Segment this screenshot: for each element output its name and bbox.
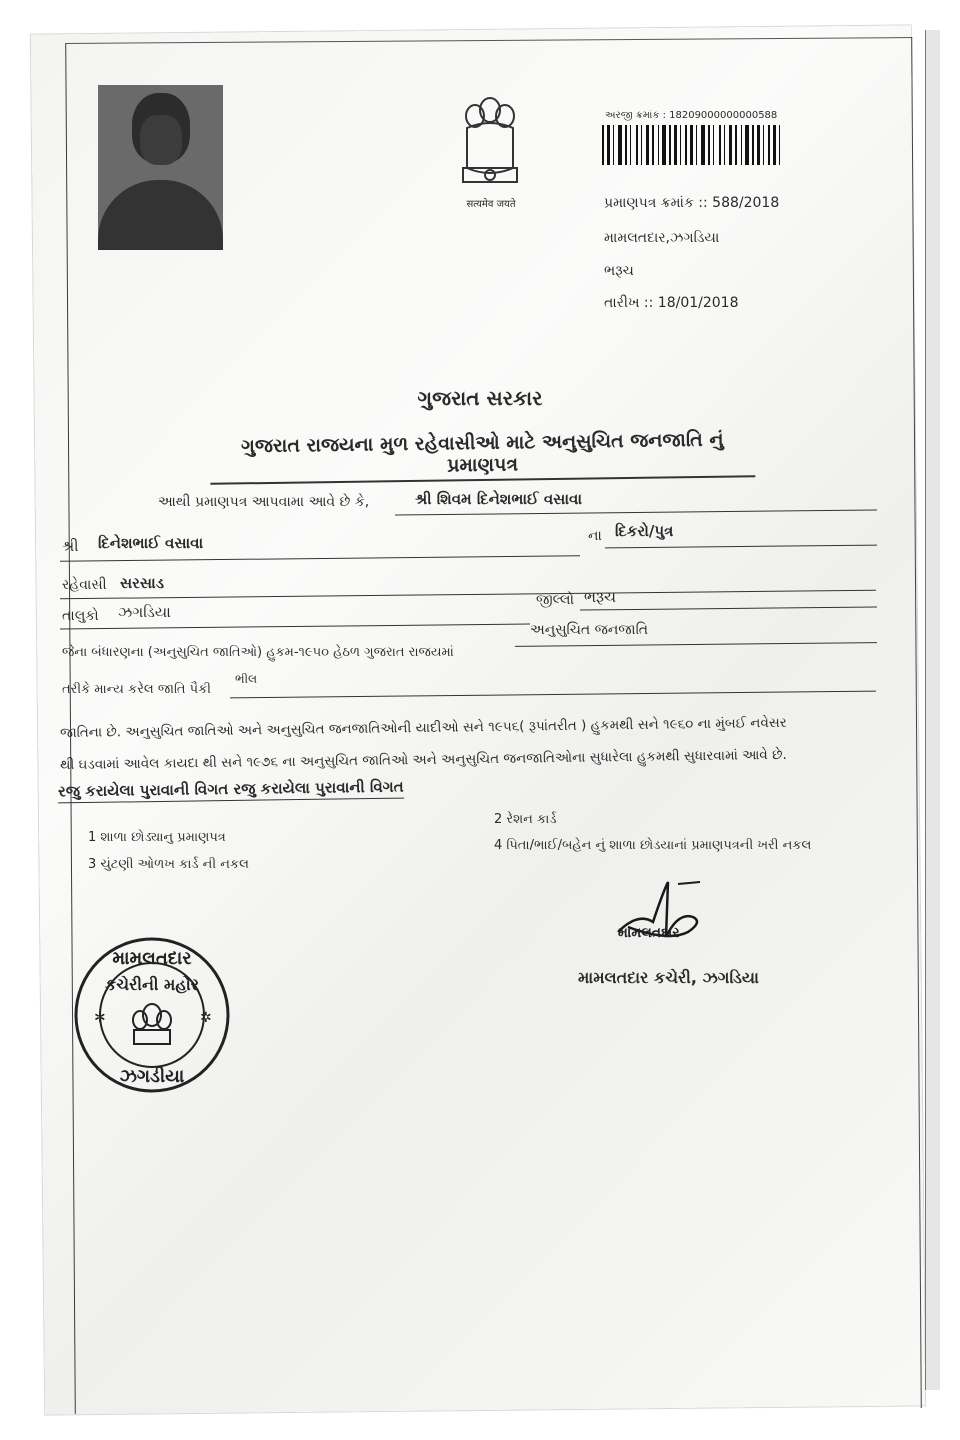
evidence-item-3: 3 ચુંટણી ઓળખ કાર્ડ ની નકલ <box>88 857 249 872</box>
issuer-district: ભરૂચ <box>604 263 634 279</box>
barcode-bar <box>713 125 714 165</box>
seal-top-text: મામલતદાર <box>112 948 192 969</box>
barcode-bar <box>602 125 604 165</box>
barcode-bar <box>607 125 610 165</box>
caste-value: ભીલ <box>235 672 258 686</box>
paper-edge <box>925 30 940 1390</box>
barcode-bar <box>729 125 732 165</box>
barcode-bar <box>625 125 627 165</box>
barcode-bar <box>752 125 754 165</box>
barcode-bar <box>741 125 742 165</box>
barcode-bar <box>613 125 614 165</box>
certificate-title: ગુજરાત રાજયના મુળ રહેવાસીઓ માટે અનુસુચિત જનજાતિ નું પ્રમાણપત્ર <box>210 428 756 485</box>
taluka-value: ઝગડિયા <box>118 603 171 621</box>
barcode-bar <box>646 125 649 165</box>
barcode-bar <box>636 125 638 165</box>
photo-body <box>98 180 223 250</box>
barcode-bar <box>745 125 749 165</box>
district-label: જીલ્લો <box>536 592 574 608</box>
evidence-item-1: 1 શાળા છોડ્યાનુ પ્રમાણપત્ર <box>88 830 226 845</box>
barcode-bar <box>724 125 725 165</box>
intro-label: આથી પ્રમાણપત્ર આપવામા આવે છે કે, <box>158 494 370 510</box>
order-value: અનુસુચિત જનજાતિ <box>530 622 649 638</box>
certificate-number: પ્રમાણપત્ર ક્રમાંક :: 588/2018 <box>604 195 780 211</box>
evidence-heading: રજુ કરાયેલા પુરાવાની વિગત રજુ કરાયેલા પુરાવાની વિગત <box>58 778 404 804</box>
barcode-bar <box>735 125 737 165</box>
barcode-bar <box>674 125 677 165</box>
barcode-bar <box>641 125 642 165</box>
barcode-bar <box>779 125 780 165</box>
government-title: ગુજરાત સરકાર <box>417 386 543 410</box>
barcode-bar <box>690 125 693 165</box>
barcode-icon <box>602 125 782 165</box>
barcode-bar <box>768 125 770 165</box>
national-emblem-icon <box>455 88 525 208</box>
barcode-bar <box>680 125 681 165</box>
seal-middle-text: કચેરીની મહોર <box>105 975 199 994</box>
evidence-item-2: 2 રેશન કાર્ડ <box>494 812 557 827</box>
issuer-office: મામલતદાર,ઝગડિયા <box>604 230 720 246</box>
barcode-bar <box>719 125 721 165</box>
emblem-motto: सत्यमेव जयते <box>466 199 516 210</box>
application-number: અરજી ક્રમાંક : 18209000000000588 <box>605 110 778 121</box>
evidence-item-4: 4 પિતા/ભાઈ/બહેન નું શાળા છોડયાનાં પ્રમાણપત્રની ખરી નકલ <box>494 838 812 853</box>
office-seal-stamp-icon <box>72 930 232 1100</box>
barcode-bar <box>763 125 764 165</box>
district-value: ભરૂચ <box>584 588 616 606</box>
father-name: દિનેશભાઈ વસાવા <box>98 534 204 552</box>
caste-label: તરીકે માન્ય કરેલ જાતિ પૈકી <box>62 682 211 697</box>
paragraph-line-1: જાતિના છે. અનુસુચિત જાતિઓ અને અનુસુચિત જનજાતિઓની યાદીઓ સને ૧૯૫૬( રૂપાંતરીત ) હુકમથી સને ૧૯૬૦ ના મુંબઈ નવેસર <box>59 714 787 742</box>
barcode-bar <box>685 125 687 165</box>
signatory-role: મામલતદાર <box>618 925 680 941</box>
barcode-bar <box>618 125 622 165</box>
barcode-bar <box>757 125 760 165</box>
resident-label: રહેવાસી <box>62 577 107 593</box>
seal-star-right: ✲ <box>200 1010 212 1026</box>
barcode-bar <box>669 125 671 165</box>
seal-star-left: ✲ <box>94 1010 106 1026</box>
relation-label: ના <box>588 528 602 544</box>
paragraph-line-2: થી ઘડવામાં આવેલ કાયદા થી સને ૧૯૭૬ ના અનુસુચિત જાતિઓ અને અનુસુચિત જનજાતિઓના સુધારેલા હુકમથી સુધારવામાં આવે છે. <box>59 746 787 774</box>
barcode-bar <box>652 125 654 165</box>
issue-date: તારીખ :: 18/01/2018 <box>604 295 739 311</box>
father-prefix: શ્રી <box>62 537 79 555</box>
barcode-bar <box>773 125 776 165</box>
resident-value: સરસાડ <box>120 574 164 592</box>
barcode-bar <box>658 125 659 165</box>
barcode-bar <box>696 125 697 165</box>
order-text: જેના બંધારણના (અનુસુચિત જાતિઓ) હુકમ-૧૯૫૦ હેઠળ ગુજરાત રાજયમાં <box>62 645 454 660</box>
barcode-bar <box>630 125 631 165</box>
taluka-label: તાલુકો <box>62 608 99 624</box>
barcode-bar <box>662 125 666 165</box>
photo-face <box>140 115 182 165</box>
signatory-office: મામલતદાર કચેરી, ઝગડિયા <box>578 968 759 987</box>
barcode-bar <box>708 125 710 165</box>
holder-name: શ્રી શિવમ દિનેશભાઈ વસાવા <box>415 490 583 508</box>
applicant-photo <box>98 85 223 250</box>
relation-value: દિકરો/પુત્ર <box>615 522 674 540</box>
barcode-bar <box>701 125 705 165</box>
seal-bottom-text: ઝગડીયા <box>119 1066 185 1087</box>
